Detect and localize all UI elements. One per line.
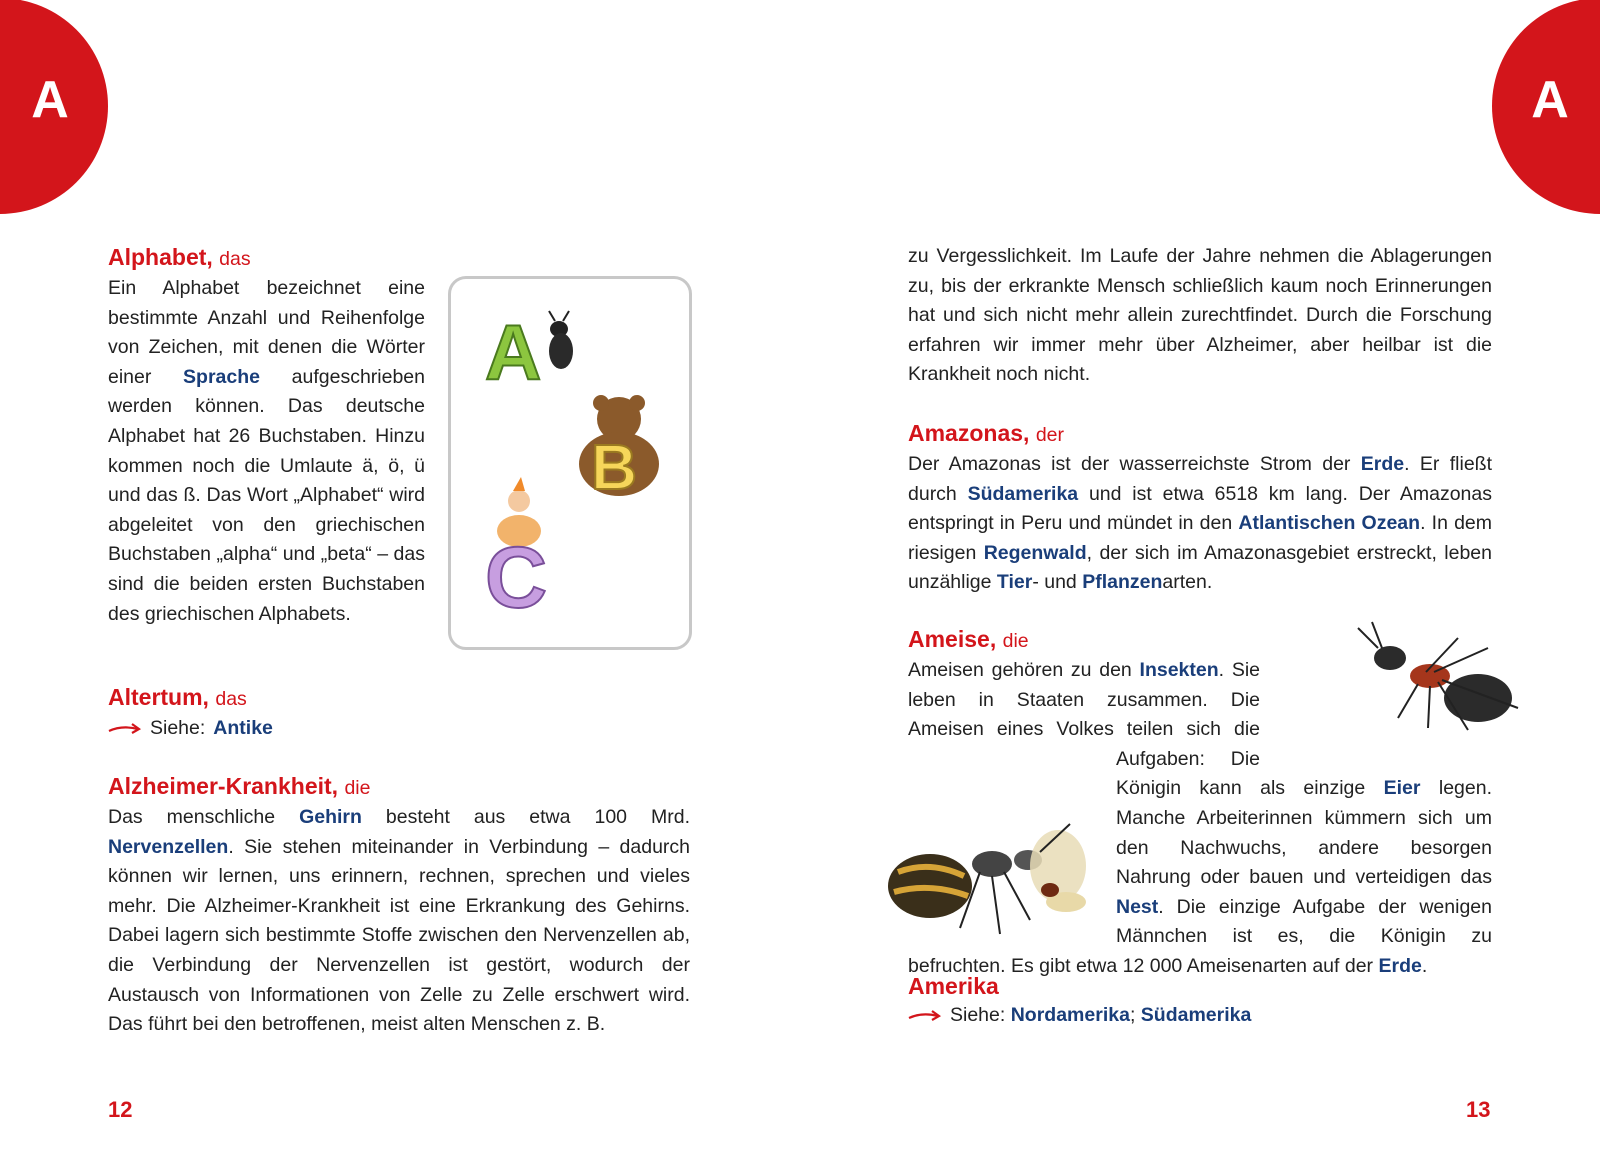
page-number-left: 12 [108,1097,133,1122]
see-arrow-icon [108,723,142,735]
section-letter: A [1531,71,1569,129]
link-sprache[interactable]: Sprache [183,365,260,388]
entry-text: Der Amazonas ist der wasserreichste Strom der Erde. Er fließt durch Südamerika und ist etwa 6518 km lang. Der Amazonas entspringt in Peru und mündet in den Atlantischen Ozean. In dem riesigen Regenwald, der sich im Amazonasgebiet erstreckt, leben unzählige Tier- und Pflanzenarten. [908,453,1492,594]
link-suedamerika[interactable]: Südamerika [967,482,1079,505]
letter-b: B [591,431,638,503]
link-tier[interactable]: Tier [996,571,1033,594]
link-suedamerika[interactable]: Südamerika [1140,1004,1252,1026]
see-reference: Siehe: Nordamerika; Südamerika [908,1001,1492,1031]
link-antike[interactable]: Antike [213,717,273,739]
link-gehirn[interactable]: Gehirn [299,806,362,828]
entry-text: Ein Alphabet bezeichnet eine bestimmte Anzahl und Reihenfolge von Zeichen, mit denen die Wörter einer Sprache aufgeschrieben werden können. Das deutsche Alphabet hat 26 Buchstaben. Hinzu kommen noch die Umlaute ä, ö, ü und das ß. Das Wort „Alphabet“ wird abgeleitet von den griechischen Buchstaben „alpha“ und „beta“ – das sind die beiden ersten Buchstaben des griechischen Alphabets. [108,277,425,625]
link-nordamerika[interactable]: Nordamerika [1010,1004,1130,1026]
link-pflanzen[interactable]: Pflanzen [1082,571,1163,594]
entry-text: zu Vergesslichkeit. Im Laufe der Jahre nehmen die Ablagerungen zu, bis der erkrankte Mensch schließlich kaum noch Erinnerungen hat und sich nicht mehr allein zurechtfindet. Durch die Forschung erfahren wir immer mehr über Alzheimer, aber heilbar ist die Krankheit noch nicht. [908,245,1492,386]
see-reference: Siehe: Antike [108,714,690,744]
entry-heading: Amazonas, der [908,420,1065,446]
entry-heading: Altertum, das [108,684,247,710]
entry-alzheimer-continued [908,242,1492,390]
entry-alzheimer [108,771,690,1040]
letter-c: C [485,530,548,626]
abc-illustration [448,276,692,650]
entry-alphabet [108,242,425,629]
entry-heading: Amerika [908,973,999,999]
see-arrow-icon [908,1010,942,1022]
entry-heading: Alzheimer-Krankheit, die [108,773,371,799]
page-number-right: 13 [1466,1097,1491,1122]
entry-amazonas [908,418,1492,598]
link-insekten[interactable]: Insekten [1139,659,1219,681]
link-atlantischer-ozean[interactable]: Atlantischen Ozean [1238,512,1421,535]
entry-text: Ameisen gehören zu den Insekten. Sie leben in Staaten zusammen. Die Ameisen eines Volkes teilen sich die Aufgaben: Die Königin kann als einzige Eier legen. Manche Arbeiterinnen kümmern sich um den Nachwuchs, andere besorgen Nahrung oder bauen und verteidigen das Nest. Die einzige Aufgabe der wenigen Männchen ist es, die Königin zu befruchten. Es gibt etwa 12 000 Ameisenarten auf der Erde. [908,659,1492,977]
clown-icon [508,490,530,512]
entry-heading: Ameise, die [908,626,1029,652]
section-letter: A [31,71,69,129]
section-tab-left [0,0,108,214]
link-eier[interactable]: Eier [1383,777,1421,800]
letter-a: A [485,308,542,396]
link-erde[interactable]: Erde [1360,453,1405,475]
link-regenwald[interactable]: Regenwald [983,541,1087,564]
entry-altertum [108,682,690,744]
entry-text: Das menschliche Gehirn besteht aus etwa 100 Mrd. Nervenzellen. Sie stehen miteinander in Verbindung – dadurch können wir lernen, uns erinnern, rechnen, sprechen und vieles mehr. Die Alzheimer-Krankheit ist eine Erkrankung des Gehirns. Dabei lagern sich bestimmte Stoffe zwischen den Nervenzellen ab, die Verbindung der Nervenzellen ist gestört, wodurch der Austausch von Informationen von Zelle zu Zelle erschwert wird. Das führt bei den betroffenen, meist alten Menschen z. B. [108,806,691,1036]
link-nest[interactable]: Nest [1116,895,1159,918]
entry-ameise [908,624,1492,982]
section-tab-right [1492,0,1600,214]
link-erde[interactable]: Erde [1378,954,1422,977]
entry-amerika [908,971,1492,1031]
link-nervenzellen[interactable]: Nervenzellen [108,835,229,858]
entry-heading: Alphabet, das [108,244,251,270]
